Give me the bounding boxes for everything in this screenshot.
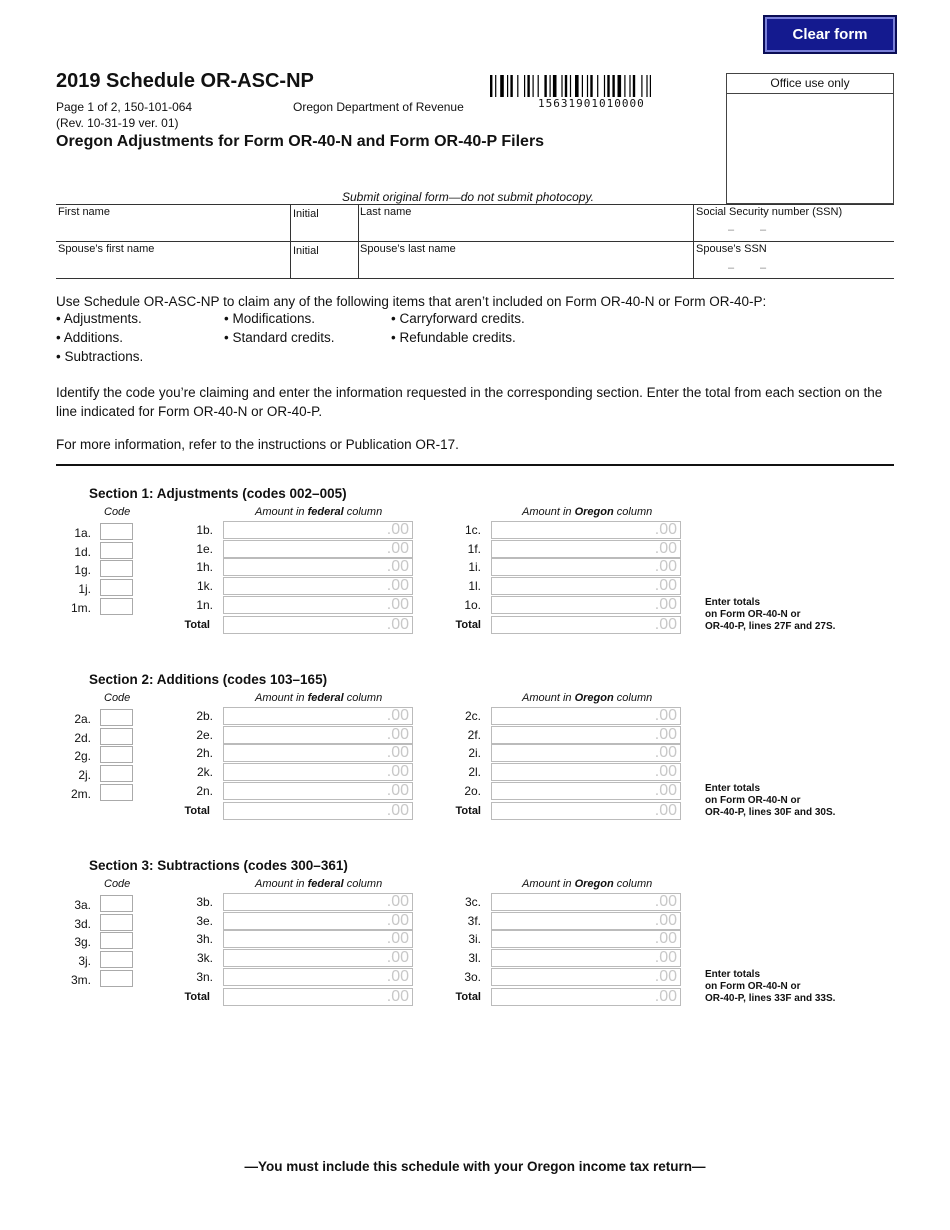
- line-label: 1j.: [78, 582, 91, 596]
- line-label: 2l.: [468, 765, 481, 779]
- line-label: 2j.: [78, 768, 91, 782]
- line-label: 3j.: [78, 954, 91, 968]
- line-label: 3l.: [468, 951, 481, 965]
- line-label: 1c.: [464, 523, 481, 537]
- code-input[interactable]: [100, 598, 133, 615]
- federal-amount-input[interactable]: .00: [223, 577, 413, 595]
- line-label: 1h.: [196, 560, 213, 574]
- enter-totals-note: Enter totals: [705, 969, 761, 980]
- federal-amount-input[interactable]: .00: [223, 521, 413, 539]
- oregon-column-header: Amount in Oregon column: [522, 506, 653, 518]
- oregon-amount-input[interactable]: .00: [491, 558, 681, 576]
- bullet-item: • Standard credits.: [224, 330, 335, 345]
- federal-amount-input[interactable]: .00: [223, 726, 413, 744]
- bullet-item: • Carryforward credits.: [391, 311, 525, 326]
- spouse-initial-field[interactable]: Initial: [293, 245, 319, 257]
- oregon-amount-input[interactable]: .00: [491, 707, 681, 725]
- code-input[interactable]: [100, 951, 133, 968]
- office-use-label: Office use only: [727, 74, 893, 94]
- line-label: 1m.: [70, 601, 91, 615]
- line-label: 3o.: [464, 970, 481, 984]
- more-info-paragraph: For more information, refer to the instructions or Publication OR-17.: [56, 437, 459, 452]
- federal-amount-input[interactable]: .00: [223, 930, 413, 948]
- federal-amount-input[interactable]: .00: [223, 782, 413, 800]
- enter-totals-note: on Form OR-40-N or: [705, 609, 801, 620]
- code-input[interactable]: [100, 523, 133, 540]
- line-label: 3g.: [74, 935, 91, 949]
- total-label: Total: [184, 991, 210, 1003]
- section-title: Section 1: Adjustments (codes 002–005): [89, 486, 347, 501]
- federal-total-input[interactable]: .00: [223, 802, 413, 820]
- oregon-amount-input[interactable]: .00: [491, 782, 681, 800]
- oregon-amount-input[interactable]: .00: [491, 577, 681, 595]
- line-label: 1e.: [196, 542, 213, 556]
- line-label: 2a.: [74, 712, 91, 726]
- oregon-amount-input[interactable]: .00: [491, 763, 681, 781]
- total-label: Total: [455, 805, 481, 817]
- federal-amount-input[interactable]: .00: [223, 558, 413, 576]
- oregon-amount-input[interactable]: .00: [491, 540, 681, 558]
- enter-totals-note: Enter totals: [705, 597, 761, 608]
- line-label: 1a.: [74, 526, 91, 540]
- footer-note: —You must include this schedule with your Oregon income tax return—: [244, 1159, 706, 1174]
- intro-paragraph: Use Schedule OR-ASC-NP to claim any of the following items that aren’t included on Form OR-40-N or Form OR-40-P:: [56, 294, 767, 309]
- line-label: 3c.: [464, 895, 481, 909]
- line-label: 3n.: [196, 970, 213, 984]
- line-label: 3i.: [468, 932, 481, 946]
- line-label: 3b.: [196, 895, 213, 909]
- form-title: 2019 Schedule OR-ASC-NP: [56, 70, 314, 92]
- page-info: Page 1 of 2, 150-101-064: [56, 100, 193, 114]
- spouse-ssn-field[interactable]: Spouse’s SSN: [696, 243, 767, 255]
- spouse-first-name-field[interactable]: Spouse’s first name: [58, 243, 155, 255]
- bullet-item: • Adjustments.: [56, 311, 142, 326]
- oregon-amount-input[interactable]: .00: [491, 930, 681, 948]
- form-subtitle: Oregon Adjustments for Form OR-40-N and Form OR-40-P Filers: [56, 133, 545, 150]
- spouse-last-name-field[interactable]: Spouse’s last name: [360, 243, 456, 255]
- total-label: Total: [455, 991, 481, 1003]
- code-input[interactable]: [100, 914, 133, 931]
- federal-column-header: Amount in federal column: [255, 506, 383, 518]
- bullet-item: • Modifications.: [224, 311, 316, 326]
- code-input[interactable]: [100, 542, 133, 559]
- oregon-amount-input[interactable]: .00: [491, 744, 681, 762]
- line-label: 1n.: [196, 598, 213, 612]
- oregon-total-input[interactable]: .00: [491, 988, 681, 1006]
- line-label: 1g.: [74, 563, 91, 577]
- line-label: 3f.: [467, 914, 481, 928]
- federal-amount-input[interactable]: .00: [223, 968, 413, 986]
- oregon-column-header: Amount in Oregon column: [522, 878, 653, 890]
- department-name: Oregon Department of Revenue: [293, 100, 464, 114]
- line-label: 3a.: [74, 898, 91, 912]
- line-label: 1f.: [467, 542, 481, 556]
- bullet-item: • Refundable credits.: [391, 330, 516, 345]
- enter-totals-note: OR-40-P, lines 33F and 33S.: [705, 993, 836, 1004]
- line-label: 1i.: [468, 560, 481, 574]
- bullet-item: • Subtractions.: [56, 349, 144, 364]
- federal-amount-input[interactable]: .00: [223, 707, 413, 725]
- federal-column-header: Amount in federal column: [255, 692, 383, 704]
- federal-total-input[interactable]: .00: [223, 988, 413, 1006]
- code-input[interactable]: [100, 560, 133, 577]
- oregon-amount-input[interactable]: .00: [491, 912, 681, 930]
- code-input[interactable]: [100, 895, 133, 912]
- line-label: 1o.: [464, 598, 481, 612]
- total-label: Total: [184, 619, 210, 631]
- line-label: 3h.: [196, 932, 213, 946]
- barcode-number: 15631901010000: [538, 97, 645, 110]
- line-label: 2b.: [196, 709, 213, 723]
- line-label: 1k.: [196, 579, 213, 593]
- federal-amount-input[interactable]: .00: [223, 763, 413, 781]
- line-label: 3k.: [196, 951, 213, 965]
- bullet-item: • Additions.: [56, 330, 124, 345]
- enter-totals-note: OR-40-P, lines 30F and 30S.: [705, 807, 836, 818]
- submit-note: Submit original form—do not submit photocopy.: [342, 190, 594, 204]
- enter-totals-note: on Form OR-40-N or: [705, 981, 801, 992]
- ssn-dash: –: [760, 262, 767, 274]
- code-column-header: Code: [104, 692, 131, 704]
- code-input[interactable]: [100, 932, 133, 949]
- line-label: 3m.: [70, 973, 91, 987]
- ssn-dash: –: [728, 262, 735, 274]
- ssn-field[interactable]: Social Security number (SSN): [696, 206, 843, 218]
- office-use-box: [726, 73, 894, 204]
- code-input[interactable]: [100, 784, 133, 801]
- code-column-header: Code: [104, 506, 131, 518]
- line-label: 2i.: [468, 746, 481, 760]
- enter-totals-note: Enter totals: [705, 783, 761, 794]
- initial-field[interactable]: Initial: [293, 208, 319, 220]
- first-name-field[interactable]: First name: [58, 206, 110, 218]
- code-input[interactable]: [100, 728, 133, 745]
- section-title: Section 2: Additions (codes 103–165): [89, 672, 328, 687]
- oregon-total-input[interactable]: .00: [491, 616, 681, 634]
- code-input[interactable]: [100, 579, 133, 596]
- code-input[interactable]: [100, 746, 133, 763]
- ssn-dash: –: [728, 224, 735, 236]
- federal-total-input[interactable]: .00: [223, 616, 413, 634]
- total-label: Total: [184, 805, 210, 817]
- oregon-amount-input[interactable]: .00: [491, 968, 681, 986]
- revision-info: (Rev. 10-31-19 ver. 01): [56, 116, 179, 130]
- oregon-total-input[interactable]: .00: [491, 802, 681, 820]
- line-label: 2d.: [74, 731, 91, 745]
- line-label: 1d.: [74, 545, 91, 559]
- oregon-column-header: Amount in Oregon column: [522, 692, 653, 704]
- barcode-image: [490, 75, 703, 97]
- line-label: 2n.: [196, 784, 213, 798]
- line-label: 1l.: [468, 579, 481, 593]
- ssn-dash: –: [760, 224, 767, 236]
- line-label: 2m.: [70, 787, 91, 801]
- code-input[interactable]: [100, 709, 133, 726]
- federal-column-header: Amount in federal column: [255, 878, 383, 890]
- line-label: 3d.: [74, 917, 91, 931]
- oregon-amount-input[interactable]: .00: [491, 893, 681, 911]
- last-name-field[interactable]: Last name: [360, 206, 412, 218]
- line-label: 2k.: [196, 765, 213, 779]
- line-label: 2e.: [196, 728, 213, 742]
- total-label: Total: [455, 619, 481, 631]
- oregon-amount-input[interactable]: .00: [491, 949, 681, 967]
- federal-amount-input[interactable]: .00: [223, 540, 413, 558]
- federal-amount-input[interactable]: .00: [223, 596, 413, 614]
- enter-totals-note: OR-40-P, lines 27F and 27S.: [705, 621, 836, 632]
- federal-amount-input[interactable]: .00: [223, 912, 413, 930]
- line-label: 2c.: [464, 709, 481, 723]
- federal-amount-input[interactable]: .00: [223, 744, 413, 762]
- instruction-paragraph: Identify the code you’re claiming and enter the information requested in the corresponding section. Enter the total from each section on the line indicated for Form OR-40-N or OR-40-P.: [56, 385, 883, 419]
- line-label: 3e.: [196, 914, 213, 928]
- line-label: 1b.: [196, 523, 213, 537]
- line-label: 2g.: [74, 749, 91, 763]
- oregon-amount-input[interactable]: .00: [491, 726, 681, 744]
- federal-amount-input[interactable]: .00: [223, 893, 413, 911]
- oregon-amount-input[interactable]: .00: [491, 596, 681, 614]
- code-input[interactable]: [100, 765, 133, 782]
- line-label: 2o.: [464, 784, 481, 798]
- enter-totals-note: on Form OR-40-N or: [705, 795, 801, 806]
- code-input[interactable]: [100, 970, 133, 987]
- line-label: 2f.: [467, 728, 481, 742]
- federal-amount-input[interactable]: .00: [223, 949, 413, 967]
- clear-form-button[interactable]: Clear form: [763, 15, 897, 54]
- oregon-amount-input[interactable]: .00: [491, 521, 681, 539]
- line-label: 2h.: [196, 746, 213, 760]
- section-title: Section 3: Subtractions (codes 300–361): [89, 858, 348, 873]
- code-column-header: Code: [104, 878, 131, 890]
